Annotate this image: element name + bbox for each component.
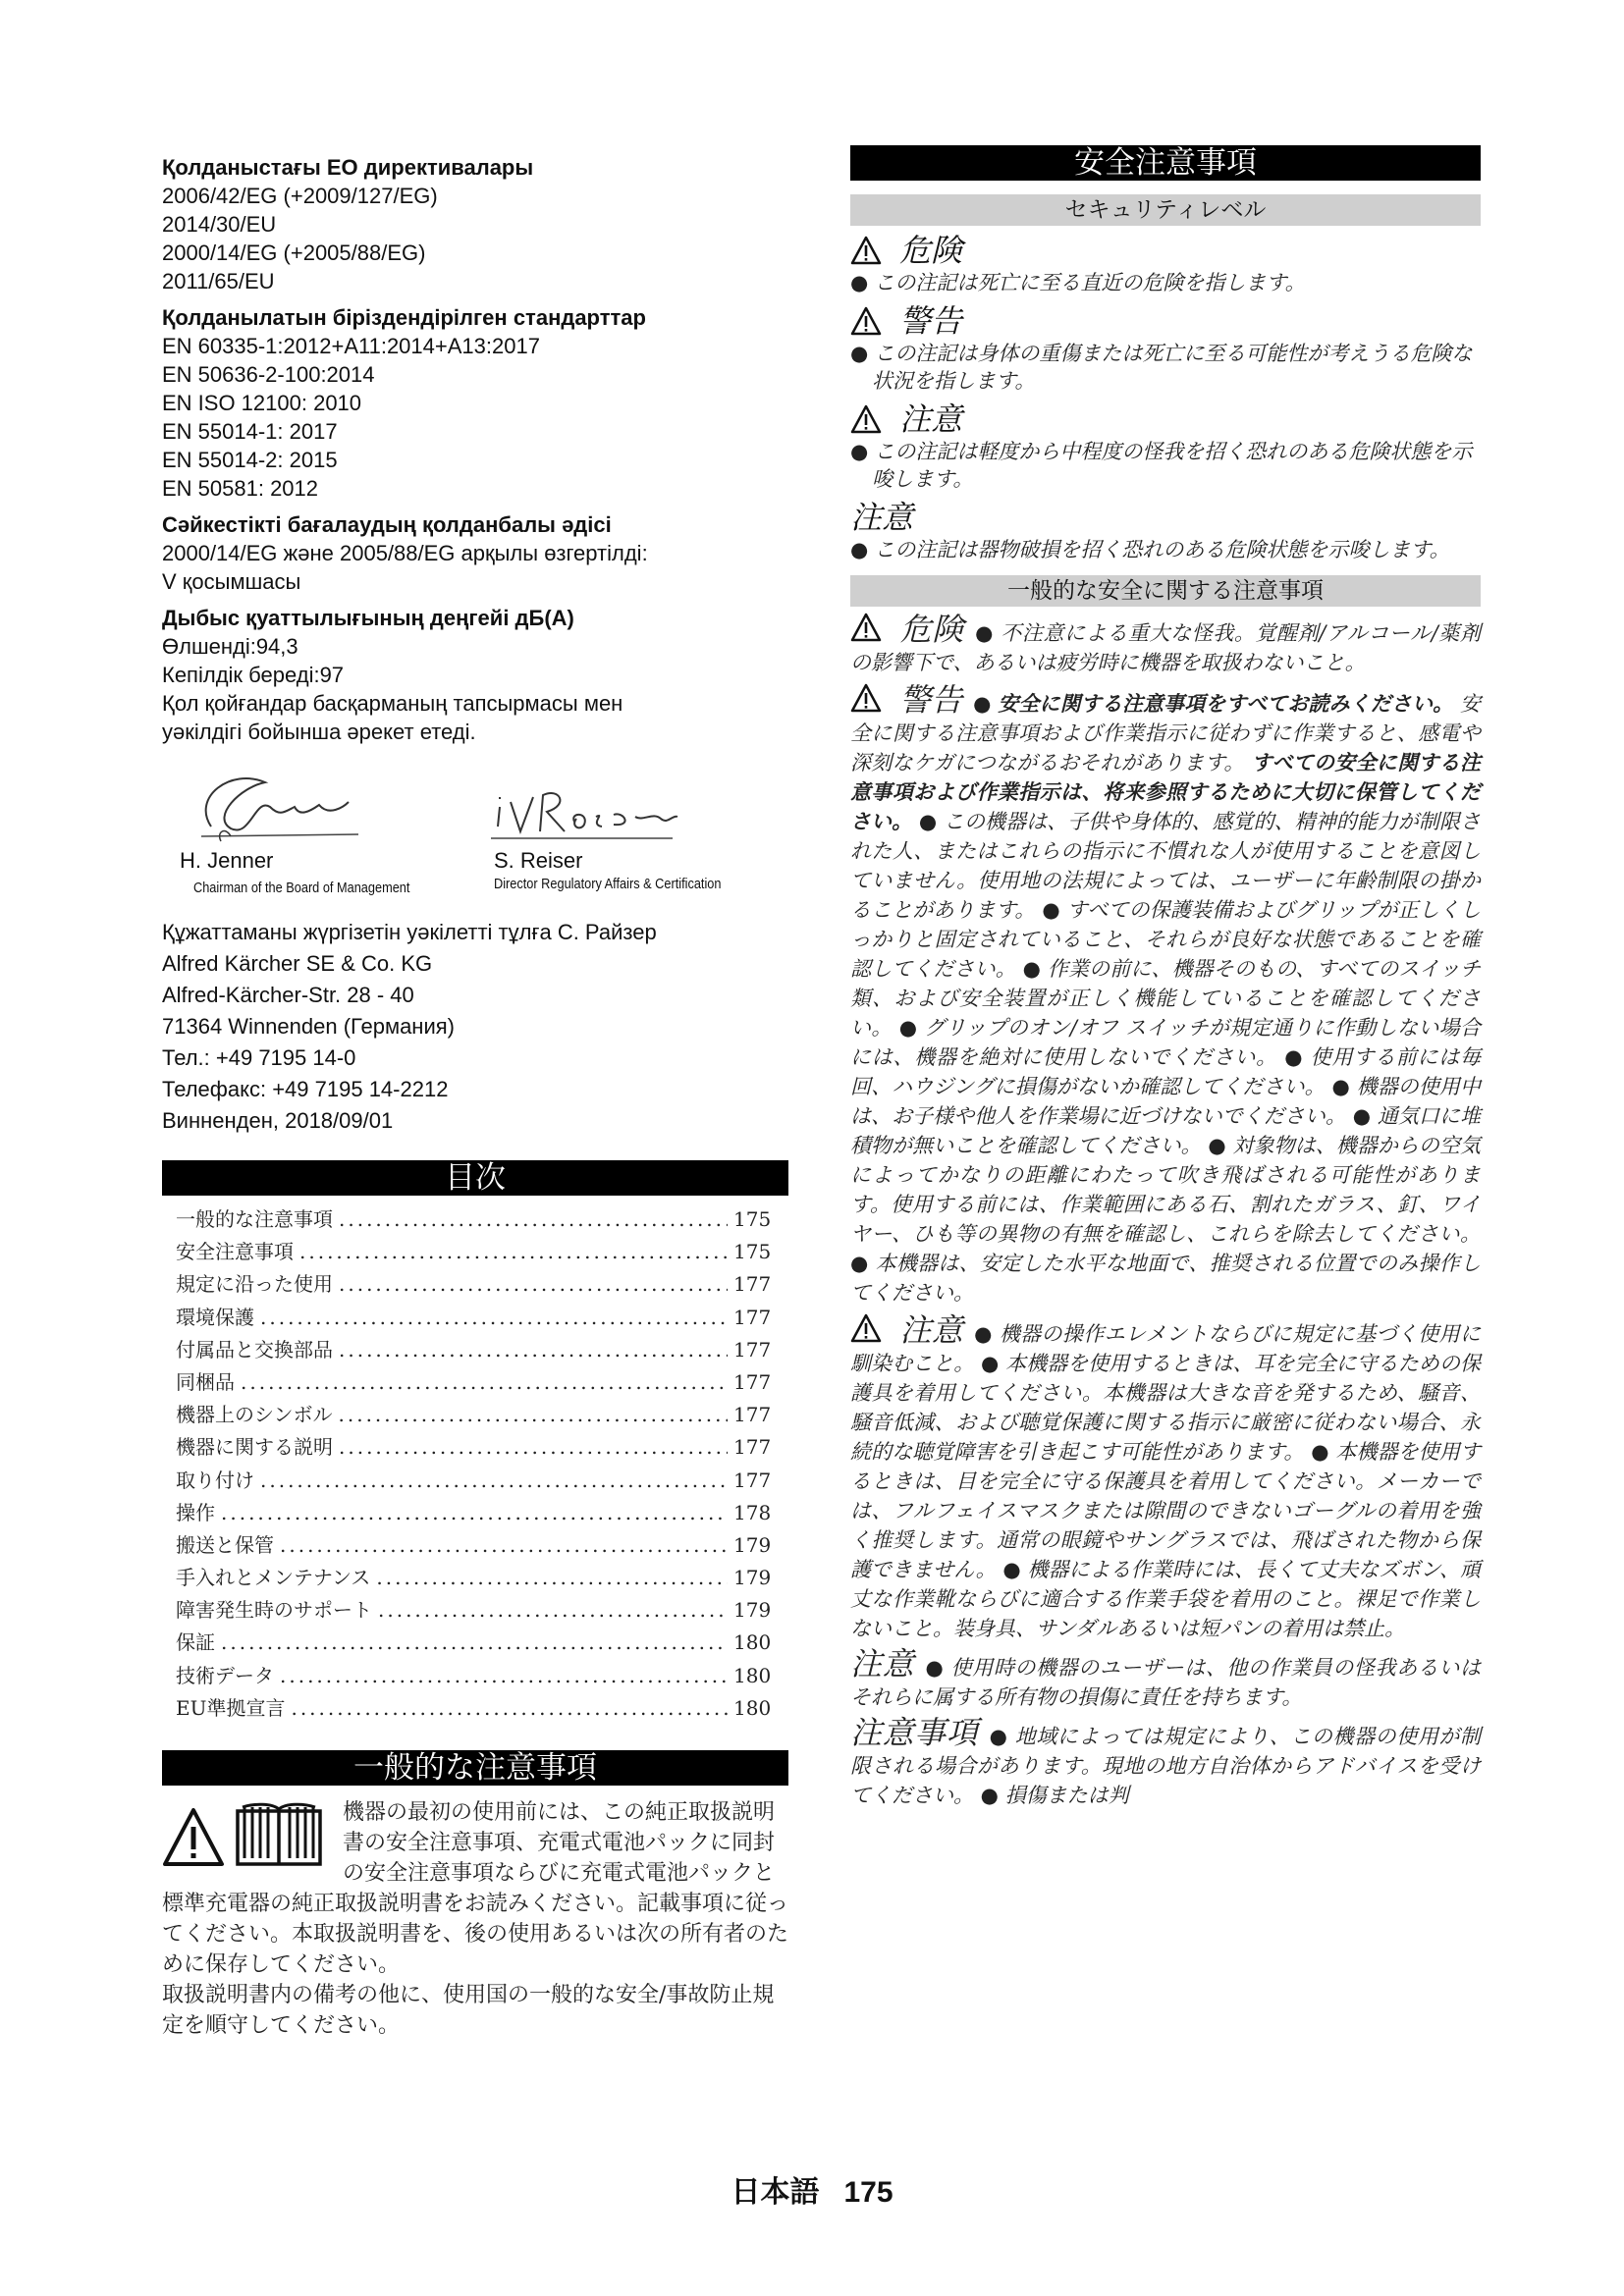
paragraph-text-bold: すべての安全に関する注意事項および作業指示は、将来参照するために大切に保管してください。: [850, 750, 1481, 833]
toc-entry[interactable]: [176, 1236, 771, 1268]
toc-entry-page: 177: [733, 1435, 772, 1460]
address-line: Alfred Kärcher SE & Co. KG: [162, 951, 433, 976]
toc-entry-page: 177: [733, 1468, 772, 1492]
address-line: Винненден, 2018/09/01: [162, 1108, 394, 1133]
toc-entry[interactable]: [176, 1497, 771, 1529]
paragraph-text: この機器は、子供や身体的、感覚的、精神的能力が制限された人、またはこれらの指示に不慣れな人が使用することを意図していません。使用地の法規によっては、ユーザーに年齢制限の掛かることがあります。: [850, 810, 1482, 922]
kz-line: EN 60335-1:2012+A11:2014+A13:2017: [162, 334, 540, 358]
left-column: [162, 145, 788, 2041]
paragraph-text: 機器の操作エレメントならびに規定に基づく使用に馴染むこと。: [850, 1322, 1481, 1375]
toc-entry[interactable]: [176, 1203, 771, 1236]
paragraph-text: 通気口に堆積物が無いことを確認してください。: [850, 1104, 1481, 1157]
signature-jenner-image: [172, 758, 368, 856]
toc-entry[interactable]: [176, 1529, 771, 1562]
kz-line: EN 55014-1: 2017: [162, 419, 338, 444]
toc-entry[interactable]: [176, 1334, 771, 1366]
toc-entry-page: 175: [733, 1207, 772, 1231]
toc-leader: [221, 1627, 728, 1659]
toc-entry-title: 機器上のシンボル: [176, 1403, 333, 1427]
paragraph-text: グリップのオン/オフ スイッチが規定通りに作動しない場合には、機器を絶対に使用しないでください。: [850, 1016, 1481, 1069]
toc-leader: [339, 1268, 728, 1301]
paragraph-text: 不注意による重大な怪我。覚醒剤/アルコール/薬剤の影響下で、あるいは疲労時に機器を取扱わないこと。: [850, 621, 1481, 674]
caution-paragraph: 注意 ● 機器の操作エレメントならびに規定に基づく使用に馴染むこと。 ● 本機器を使用するときは、耳を完全に守るための保護具を着用してください。本機器は大きな音を発するため、騒音、騒音低減、および聴覚保護に関する指示に厳密に従わない場合、永続的な聴覚障害を引き起こす可能性があります。 ● 本機器を使用するときは、目を完全に守る保護具を着用してください。メーカーでは、フルフェイスマスクまたは隙間のできないゴーグルの着用を強く推奨します。通常の眼鏡やサングラスでは、飛ばされた物から保護できません。 ● 機器による作業時には、長くて丈夫なズボン、頑丈な作業靴ならびに適合する作業手袋を着用のこと。裸足で作業しないこと。装身具、サンダルあるいは短パンの着用は禁止。: [850, 1311, 1482, 1640]
kz-line: EN ISO 12100: 2010: [162, 391, 362, 415]
toc-entry-title: 一般的な注意事項: [176, 1207, 333, 1231]
toc-entry-page: 179: [733, 1532, 772, 1557]
address-line: Тел.: +49 7195 14-0: [162, 1045, 356, 1070]
kz-heading: Қолданыстағы ЕО директивалары: [162, 155, 534, 180]
toc-entry-title: 障害発生時のサポート: [176, 1598, 372, 1623]
level-description: この注記は身体の重傷または死亡に至る可能性が考えうる危険な状況を指します。: [872, 342, 1473, 393]
paragraph-text: 本機器を使用するときは、目を完全に守る保護具を着用してください。メーカーでは、フルフェイスマスクまたは隙間のできないゴーグルの着用を強く推奨します。通常の眼鏡やサングラスでは、飛ばされた物から保護できません。: [850, 1440, 1481, 1581]
bullet: ●: [850, 538, 869, 561]
toc-leader: [260, 1302, 728, 1334]
signatory-role: Director Regulatory Affairs & Certification: [494, 876, 722, 892]
level-description: この注記は死亡に至る直近の危険を指します。: [874, 271, 1306, 294]
toc-entry[interactable]: [176, 1660, 771, 1692]
warning-triangle-icon: [850, 236, 882, 265]
kz-conformity-method: [162, 510, 788, 596]
toc-entry-page: 180: [733, 1630, 772, 1655]
warning-triangle-icon: [162, 1807, 225, 1868]
general-notes-heading: 一般的な注意事項: [162, 1750, 788, 1786]
general-notes-para: 機器の最初の使用前には、この純正取扱説明書の安全注意事項、充電式電池パックに同封の安全注意事項ならびに充電式電池パックと標準充電器の純正取扱説明書をお読みください。記載事項に従ってください。本取扱説明書を、後の使用あるいは次の所有者のために保存してください。: [162, 1800, 789, 1977]
level-warning: [850, 302, 1481, 395]
toc-entry-page: 180: [733, 1695, 772, 1720]
kz-line: 2006/42/EG (+2009/127/EG): [162, 184, 438, 208]
general-safety-heading: 一般的な安全に関する注意事項: [850, 575, 1481, 607]
general-notes-text: [162, 1797, 788, 2041]
toc-entry[interactable]: [176, 1302, 771, 1334]
address-line: Телефакс: +49 7195 14-2212: [162, 1077, 449, 1101]
level-notice: [850, 499, 1481, 563]
toc-entry[interactable]: [176, 1627, 771, 1659]
toc-leader: [339, 1203, 728, 1236]
warning-paragraph: 警告 ● 安全に関する注意事項をすべてお読みください。 安全に関する注意事項および作業指示に従わずに作業すると、感電や深刻なケガにつながるおそれがあります。 すべての安全に関する注意事項および作業指示は、将来参照するために大切に保管してください。 ● この機器は、子供や身体的、感覚的、精神的能力が制限された人、またはこれらの指示に不慣れな人が使用することを意図していません。使用地の法規によっては、ユーザーに年齢制限の掛かることがあります。 ● すべての保護装備およびグリップが正しくしっかりと固定されていること、それらが良好な状態であることを確認してください。 ● 作業の前に、機器そのもの、すべてのスイッチ類、および安全装置が正しく機能していることを確認してください。 ● グリップのオン/オフ スイッチが規定通りに作動しない場合には、機器を絶対に使用しないでください。 ● 使用する前には毎回、ハウジングに損傷がないか確認してください。 ● 機器の使用中は、お子様や他人を作業場に近づけないでください。 ● 通気口に堆積物が無いことを確認してください。 ● 対象物は、機器からの空気によってかなりの距離にわたって吹き飛ばされる可能性があります。使用する前には、作業範囲にある石、割れたガラス、釘、ワイヤー、ひも等の異物の有無を確認し、これらを除去してください。 ● 本機器は、安定した水平な地面で、推奨される位置でのみ操作してください。: [850, 681, 1482, 1305]
toc-entry-title: 搬送と保管: [176, 1532, 274, 1557]
toc-entry[interactable]: [176, 1366, 771, 1399]
paragraph-lead: 注意: [899, 1311, 964, 1349]
warning-triangle-icon: [850, 683, 882, 713]
kz-line: уәкілдігі бойынша әрекет етеді.: [162, 720, 476, 744]
paragraph-text: 使用時の機器のユーザーは、他の作業員の怪我あるいはそれらに属する所有物の損傷に責任を持ちます。: [850, 1656, 1481, 1709]
warning-triangle-icon: [850, 613, 882, 642]
kz-line: Қол қойғандар басқарманың тапсырмасы мен: [162, 691, 623, 716]
signatures: [162, 758, 788, 915]
level-title: 注意: [899, 400, 963, 438]
table-of-contents: [162, 1196, 788, 1725]
kz-heading: Дыбыс қуаттылығының деңгейі дБ(А): [162, 606, 574, 630]
kz-directives: [162, 153, 788, 295]
toc-entry[interactable]: [176, 1465, 771, 1497]
paragraph-text: 損傷または判: [1004, 1784, 1129, 1807]
address-line: 71364 Winnenden (Германия): [162, 1014, 455, 1039]
toc-entry-title: 付属品と交換部品: [176, 1337, 333, 1362]
kz-line: V қосымшасы: [162, 569, 301, 594]
kz-line: EN 50581: 2012: [162, 476, 319, 501]
level-description: この注記は軽度から中程度の怪我を招く恐れのある危険状態を示唆します。: [872, 440, 1473, 491]
toc-leader: [299, 1236, 728, 1268]
toc-entry-page: 177: [733, 1272, 772, 1297]
level-title: 注意: [850, 499, 914, 536]
toc-entry-page: 177: [733, 1337, 772, 1362]
read-manual-book-icon: [235, 1801, 323, 1868]
toc-leader: [241, 1366, 728, 1399]
paragraph-text: 対象物は、機器からの空気によってかなりの距離にわたって吹き飛ばされる可能性があります。使用する前には、作業範囲にある石、割れたガラス、釘、ワイヤー、ひも等の異物の有無を確認し、これらを除去してください。: [850, 1134, 1481, 1246]
page-footer: [0, 2167, 1624, 2211]
paragraph-text: 使用する前には毎回、ハウジングに損傷がないか確認してください。: [850, 1045, 1481, 1098]
level-danger: [850, 232, 1481, 296]
paragraph-text: すべての保護装備およびグリップが正しくしっかりと固定されていること、それらが良好な状態であることを確認してください。: [850, 898, 1481, 981]
toc-entry-title: 技術データ: [176, 1663, 274, 1687]
security-levels-heading: セキュリティレベル: [850, 194, 1481, 226]
warning-triangle-icon: [850, 404, 882, 434]
paragraph-text: 地域によっては規定により、この機器の使用が制限される場合があります。現地の地方自治体からアドバイスを受けてください。: [850, 1725, 1481, 1807]
toc-leader: [376, 1562, 728, 1594]
address-line: Alfred-Kärcher-Str. 28 - 40: [162, 983, 414, 1007]
paragraph-text: 本機器を使用するときは、耳を完全に守るための保護具を着用してください。本機器は大きな音を発するため、騒音、騒音低減、および聴覚保護に関する指示に厳密に従わない場合、永続的な聴覚障害を引き起こす可能性があります。: [850, 1352, 1482, 1464]
warning-triangle-icon: [850, 306, 882, 336]
paragraph-lead: 注意: [850, 1645, 915, 1682]
toc-entry-title: EU準拠宣言: [176, 1695, 286, 1720]
toc-entry-page: 180: [733, 1663, 772, 1687]
kz-heading: Сәйкестікті бағалаудың қолданбалы әдісі: [162, 512, 612, 537]
toc-entry-title: 操作: [176, 1500, 215, 1524]
level-description: この注記は器物破損を招く恐れのある危険状態を示唆します。: [874, 538, 1450, 561]
paragraph-text: 機器の使用中は、お子様や他人を作業場に近づけないでください。: [850, 1075, 1482, 1128]
bullet: ●: [850, 342, 869, 365]
bullet: ●: [850, 440, 869, 463]
toc-entry[interactable]: [176, 1268, 771, 1301]
toc-entry-page: 178: [733, 1500, 772, 1524]
intro-icons: [162, 1801, 331, 1872]
toc-entry[interactable]: [176, 1399, 771, 1431]
toc-leader: [339, 1431, 728, 1464]
level-caution: [850, 400, 1481, 493]
danger-paragraph: 危険 ● 不注意による重大な怪我。覚醒剤/アルコール/薬剤の影響下で、あるいは疲労時に機器を取扱わないこと。: [850, 611, 1481, 674]
kz-sound-level: [162, 604, 788, 746]
toc-entry-title: 同梱品: [176, 1369, 235, 1394]
level-title: 危険: [899, 232, 963, 269]
toc-leader: [339, 1334, 728, 1366]
toc-entry-title: 手入れとメンテナンス: [176, 1566, 371, 1590]
kz-line: Өлшенді:94,3: [162, 634, 298, 659]
toc-entry-title: 機器に関する説明: [176, 1435, 333, 1460]
toc-entry-title: 環境保護: [176, 1305, 254, 1329]
bullet: ●: [850, 271, 869, 294]
toc-leader: [378, 1594, 728, 1627]
toc-entry[interactable]: [176, 1431, 771, 1464]
safety-instructions-heading: 安全注意事項: [850, 145, 1481, 181]
signature-reiser-image: [486, 768, 682, 856]
kz-line: 2014/30/EU: [162, 212, 277, 237]
toc-entry-page: 175: [733, 1240, 772, 1264]
toc-leader: [260, 1465, 728, 1497]
paragraph-text: 機器による作業時には、長くて丈夫なズボン、頑丈な作業靴ならびに適合する作業手袋を着用のこと。裸足で作業しないこと。装身具、サンダルあるいは短パンの着用は禁止。: [850, 1558, 1481, 1640]
toc-entry-page: 177: [733, 1305, 772, 1329]
kz-line: 2000/14/EG және 2005/88/EG арқылы өзгертілді:: [162, 541, 648, 565]
company-address: [162, 917, 788, 1137]
kz-line: Кепілдік береді:97: [162, 663, 345, 687]
toc-leader: [339, 1399, 729, 1431]
toc-entry-title: 安全注意事項: [176, 1240, 294, 1264]
paragraph-lead: 注意事項: [850, 1714, 979, 1751]
toc-entry-title: 規定に沿った使用: [176, 1272, 333, 1297]
kz-line: 2011/65/EU: [162, 269, 275, 294]
toc-leader: [280, 1660, 728, 1692]
toc-entry[interactable]: [176, 1562, 771, 1594]
footer-language: 日本語: [731, 2176, 820, 2209]
toc-entry[interactable]: [176, 1692, 771, 1725]
general-notes-para-2: 取扱説明書内の備考の他に、使用国の一般的な安全/事故防止規定を順守してください。: [162, 1983, 775, 2038]
signatory-name: S. Reiser: [494, 848, 583, 873]
paragraph-lead: 危険: [899, 611, 964, 648]
notes-paragraph: 注意事項 ● 地域によっては規定により、この機器の使用が制限される場合があります。現地の地方自治体からアドバイスを受けてください。 ● 損傷または判: [850, 1714, 1481, 1807]
warning-triangle-icon: [850, 1313, 882, 1343]
kz-line: 2000/14/EG (+2005/88/EG): [162, 240, 426, 265]
toc-entry[interactable]: [176, 1594, 771, 1627]
kz-standards: [162, 303, 788, 503]
address-line: Құжаттаманы жүргізетін уәкілетті тұлға С. Райзер: [162, 920, 657, 944]
toc-entry-title: 保証: [176, 1630, 215, 1655]
toc-entry-page: 177: [733, 1403, 772, 1427]
toc-leader: [221, 1497, 728, 1529]
right-column: [850, 145, 1481, 1810]
toc-entry-page: 179: [733, 1598, 772, 1623]
signatory-role: Chairman of the Board of Management: [193, 880, 410, 896]
kz-line: EN 50636-2-100:2014: [162, 362, 375, 387]
paragraph-text: 本機器は、安定した水平な地面で、推奨される位置でのみ操作してください。: [850, 1252, 1482, 1305]
kz-line: EN 55014-2: 2015: [162, 448, 338, 472]
paragraph-text-bold: 安全に関する注意事項をすべてお読みください。: [998, 691, 1454, 716]
toc-leader: [280, 1529, 728, 1562]
toc-heading: 目次: [162, 1160, 788, 1196]
signatory-name: H. Jenner: [180, 848, 274, 873]
attention-paragraph: 注意 ● 使用時の機器のユーザーは、他の作業員の怪我あるいはそれらに属する所有物の損傷に責任を持ちます。: [850, 1645, 1481, 1709]
kz-heading: Қолданылатын біріздендірілген стандарттар: [162, 305, 646, 330]
toc-leader: [291, 1692, 728, 1725]
page-number: 175: [843, 2176, 893, 2209]
paragraph-text: 作業の前に、機器そのもの、すべてのスイッチ類、および安全装置が正しく機能していることを確認してください。: [850, 957, 1482, 1040]
level-title: 警告: [899, 302, 963, 340]
paragraph-text: 安全に関する注意事項および作業指示に従わずに作業すると、感電や深刻なケガにつながるおそれがあります。: [850, 692, 1481, 774]
toc-entry-page: 179: [733, 1566, 772, 1590]
toc-entry-page: 177: [733, 1369, 772, 1394]
paragraph-lead: 警告: [899, 681, 963, 719]
toc-entry-title: 取り付け: [176, 1468, 254, 1492]
